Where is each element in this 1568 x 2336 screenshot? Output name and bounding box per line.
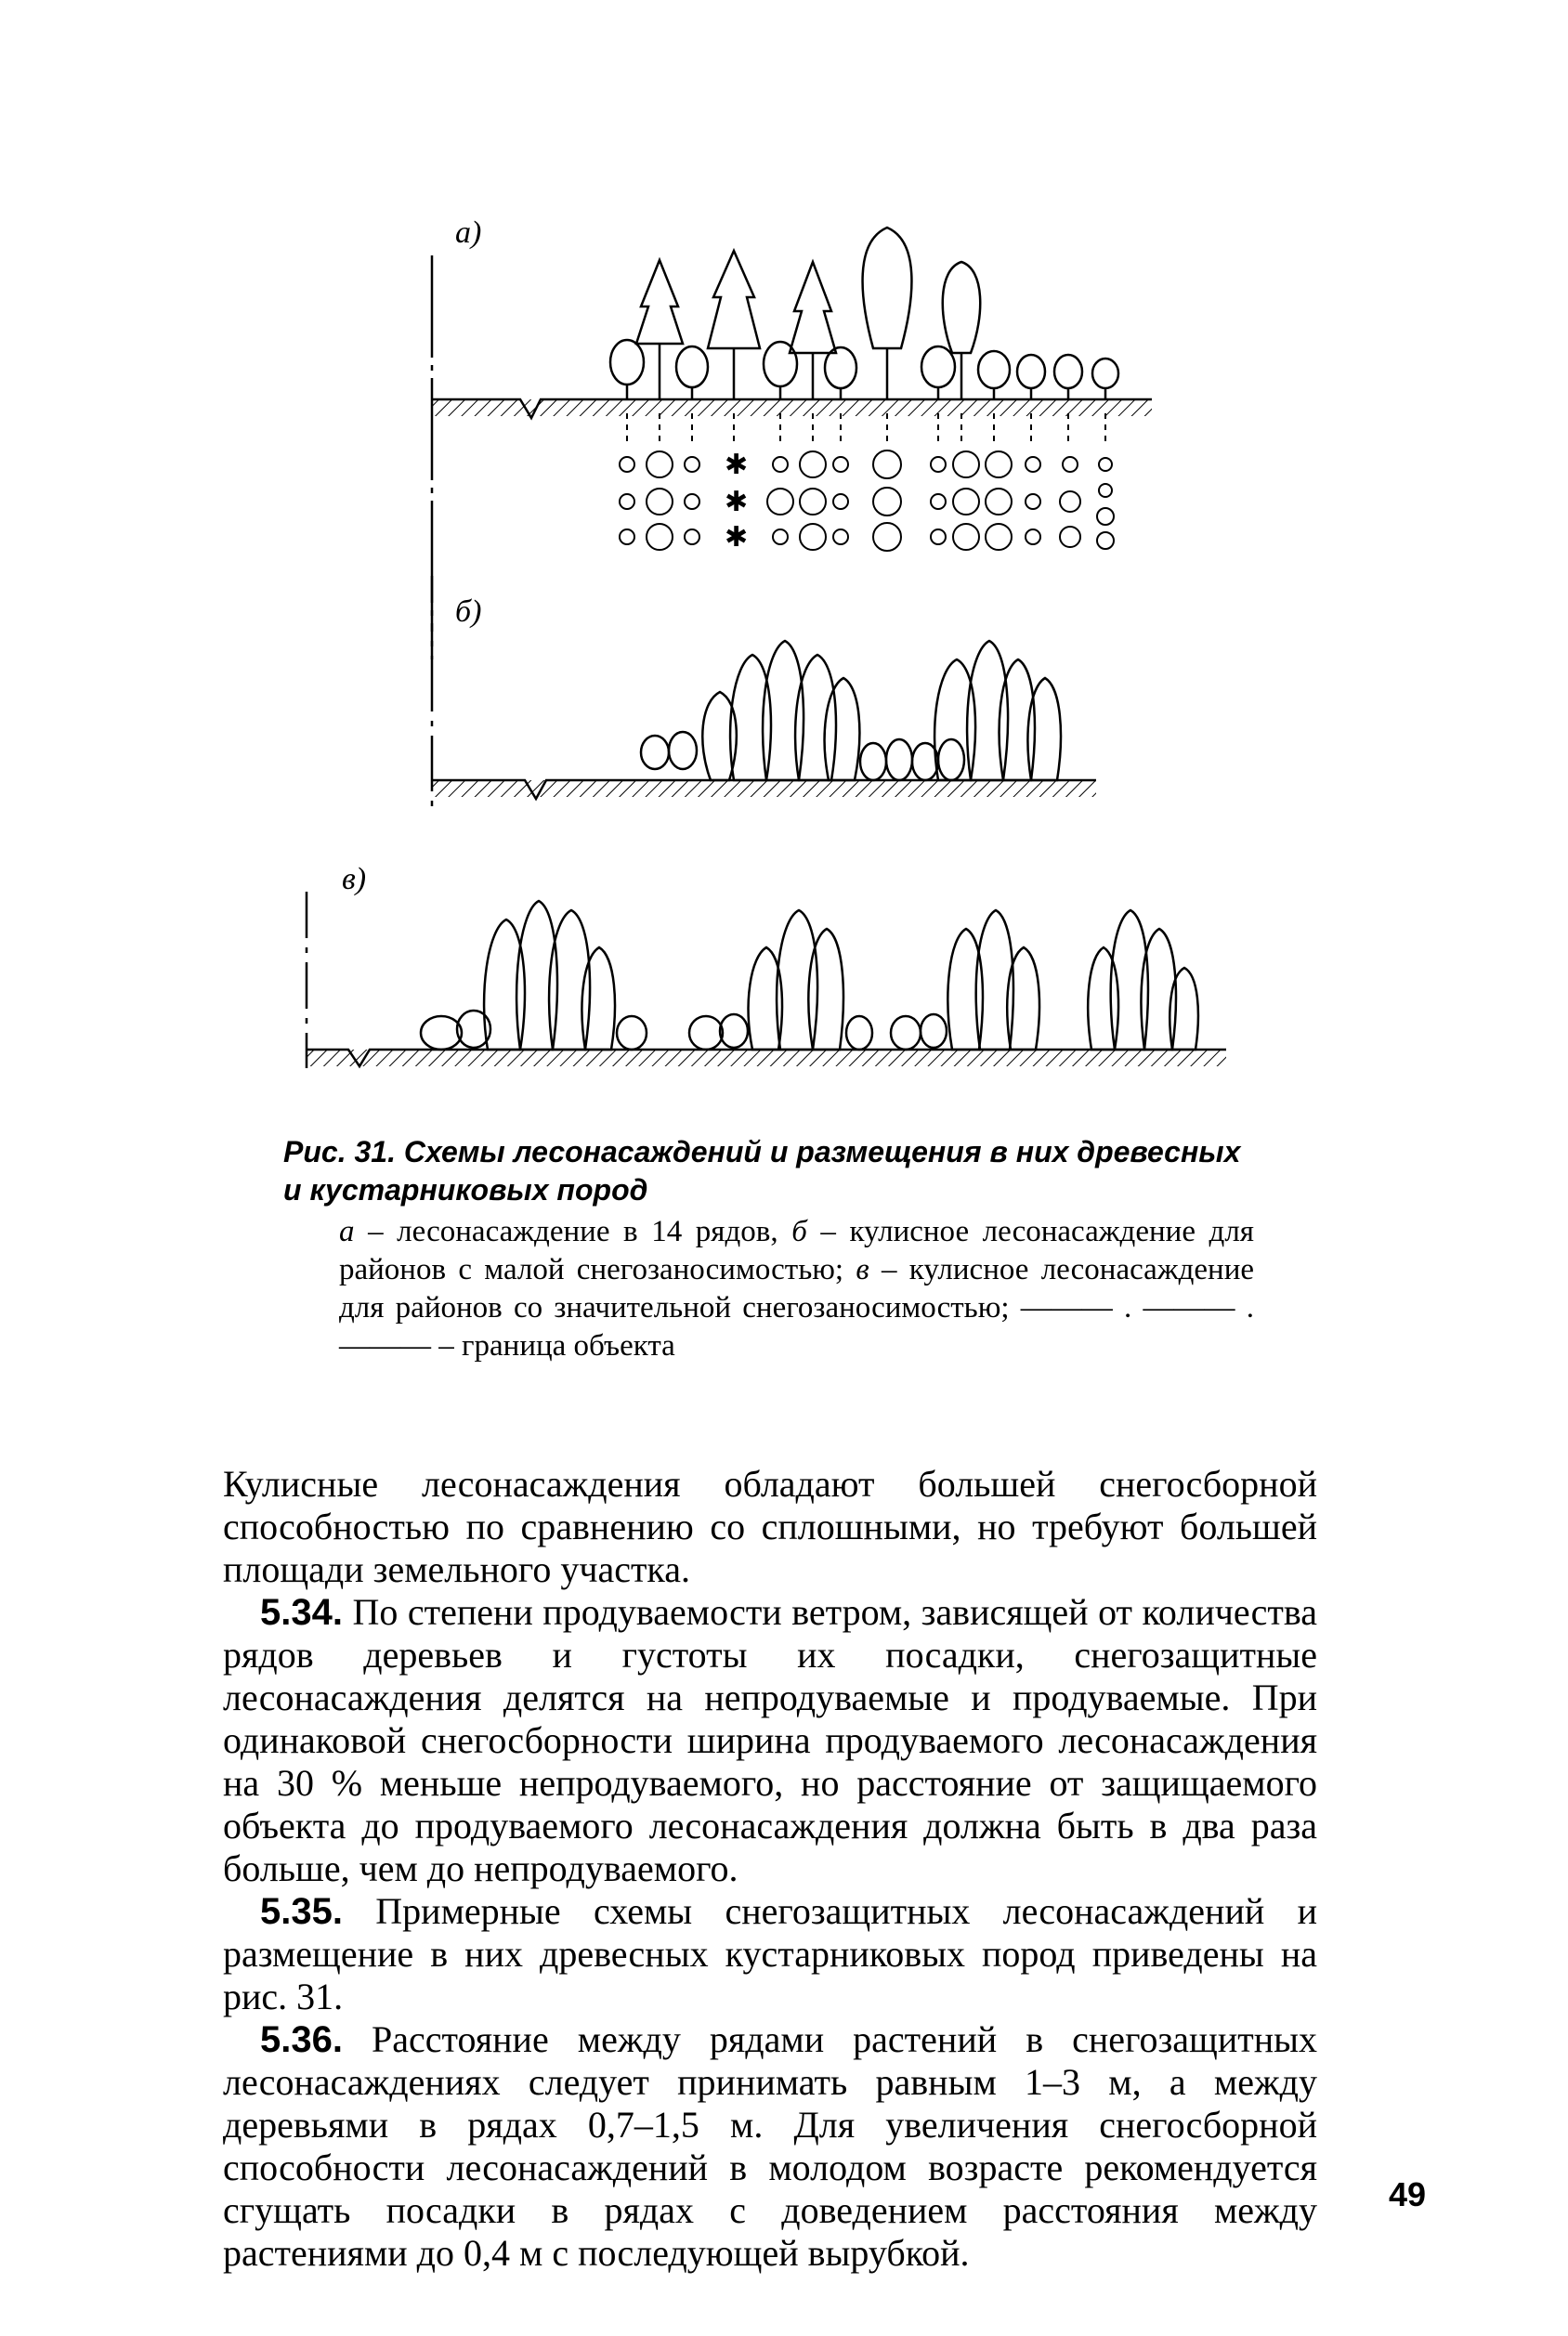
body-text <box>223 1463 1317 2275</box>
svg-text:✱: ✱ <box>725 486 749 518</box>
section-number: 5.35. <box>260 1891 343 1932</box>
paragraph-text: По степени продуваемости ветром, зависящей от количества рядов деревьев и густоты их посадки, снегозащитные лесонасаждения делятся на непродуваемые и продуваемые. При одинаковой снегосборности ширина продуваемого лесонасаждения на 30 % меньше непродуваемого, но расстояние от защищаемого объекта до продуваемого лесонасаждения должна быть в два раза больше, чем до непродуваемого. <box>223 1591 1317 1889</box>
caption-title: Рис. 31. Схемы лесонасаждений и размещения в них древесных и кустарниковых пород <box>283 1135 1241 1207</box>
caption-legend <box>283 1213 1254 1365</box>
svg-text:✱: ✱ <box>725 449 749 481</box>
paragraph-5-35 <box>223 1890 1317 2018</box>
paragraph-1: Кулисные лесонасаждения обладают большей снегосборной способностью по сравнению со сплошными, но требуют большей площади земельного участка. <box>223 1463 1317 1590</box>
paragraph-text: Примерные схемы снегозащитных лесонасаждений и размещение в них древесных кустарниковых пород приведены на рис. 31. <box>223 1890 1317 2017</box>
boundary-line-sample: ——— . ——— . ——— <box>339 1291 1255 1363</box>
paragraph-5-36 <box>223 2018 1317 2275</box>
paragraph-5-34 <box>223 1591 1317 1890</box>
svg-text:✱: ✱ <box>725 521 749 554</box>
figure-label-b: б) <box>455 594 482 629</box>
scheme-a <box>432 228 1152 659</box>
figure-caption <box>283 1133 1254 1365</box>
figure-31 <box>297 186 1245 1077</box>
figure-label-a: а) <box>455 215 482 250</box>
boundary-line-meaning: – граница объекта <box>431 1329 675 1363</box>
section-number: 5.36. <box>260 2019 343 2060</box>
figure-label-v: в) <box>342 862 367 896</box>
caption-letter-b: б <box>791 1215 807 1248</box>
caption-text-v: – кулисное лесонасаждение для районов со значительной снегозаносимостью; <box>339 1253 1254 1325</box>
caption-letter-a: а <box>339 1215 355 1248</box>
section-number: 5.34. <box>260 1592 343 1633</box>
paragraph-text: Расстояние между рядами растений в снегозащитных лесонасаждениях следует принимать равным 1–3 м, а между деревьями в рядах 0,7–1,5 м. Для увеличения снегосборной способности лесонасаждений в молодом возрасте рекомендуется сгущать посадки в рядах с доведением расстояния между растениями до 0,4 м с последующей вырубкой. <box>223 2018 1317 2274</box>
caption-text-a: – лесонасаждение в 14 рядов, <box>354 1215 792 1248</box>
page-number: 49 <box>1389 2175 1427 2213</box>
scheme-b <box>432 576 1096 808</box>
caption-letter-v: в <box>856 1253 869 1286</box>
caption-text-b: – кулисное лесонасаждение для районов с малой снегозаносимостью; <box>339 1215 1254 1286</box>
planting-schemes-drawing <box>297 186 1245 1077</box>
scheme-v <box>307 892 1226 1068</box>
